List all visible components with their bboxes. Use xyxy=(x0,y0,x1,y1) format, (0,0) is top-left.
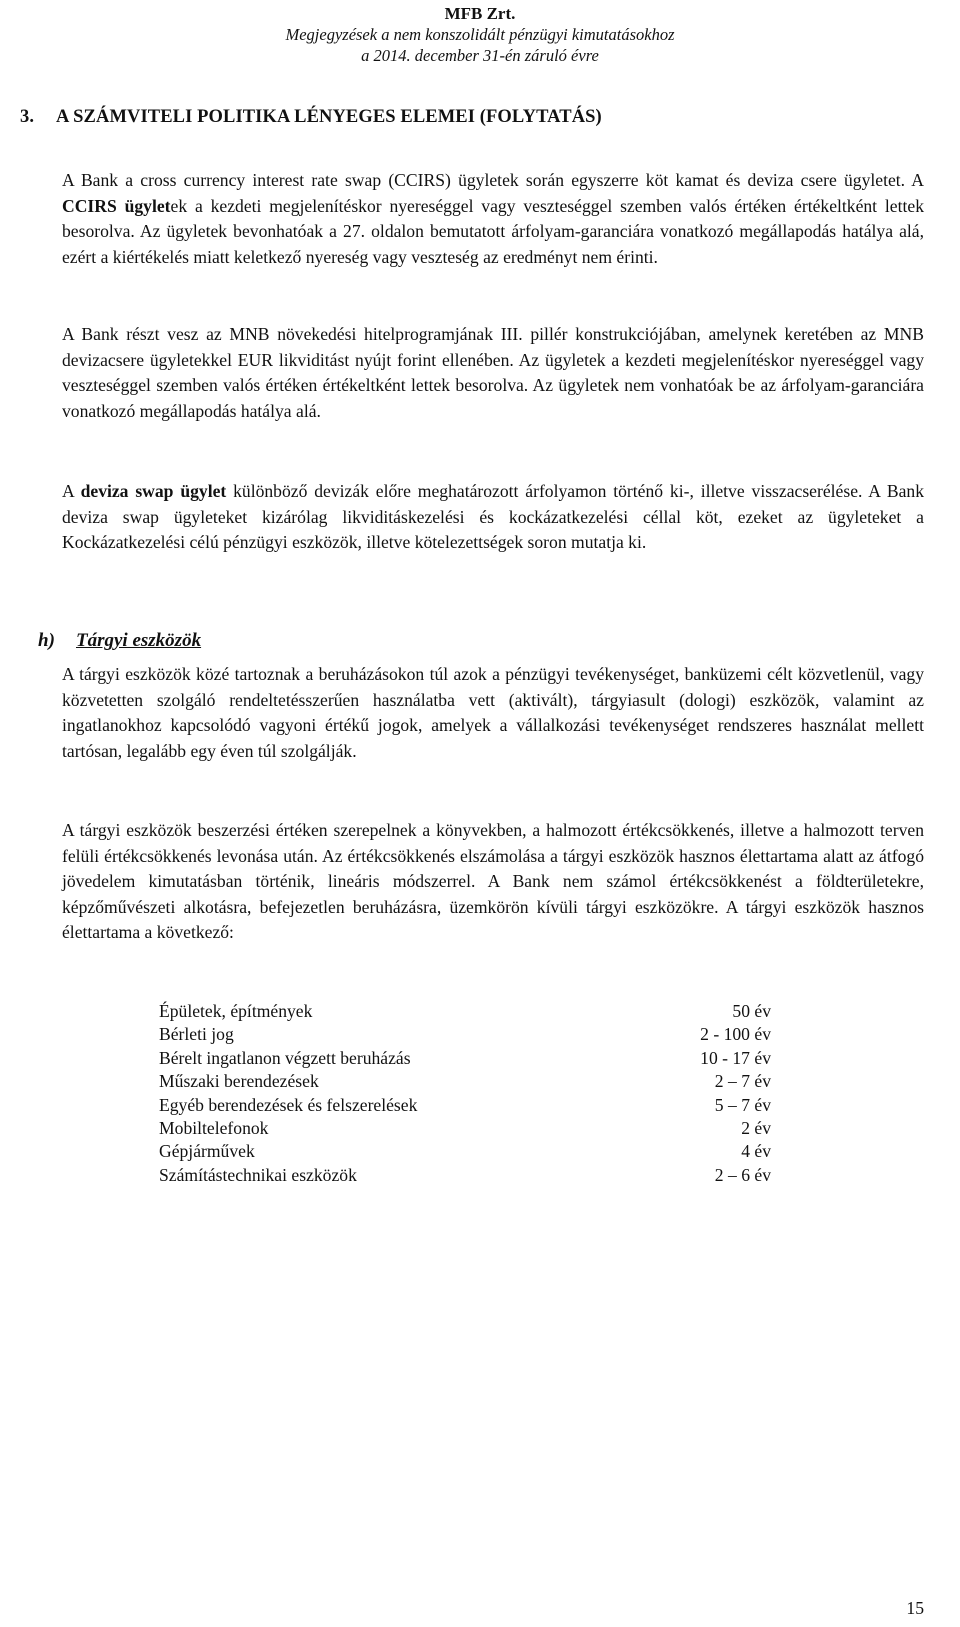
paragraph-ccirs xyxy=(62,168,924,270)
fx-swap-bold-term: deviza swap ügylet xyxy=(80,481,227,501)
paragraph-mnb-program: A Bank részt vesz az MNB növekedési hitelprogramjának III. pillér konstrukciójában, amelynek keretében az MNB devizacsere ügyletekkel EUR likviditást nyújt forint ellenében. Az ügyletek a kezdeti megjelenítéskor nyereséggel vagy veszteséggel szemben valós értéken értékeltként lettek besorolva. Az ügyletek nem vonhatóak be az árfolyam-garanciára vonatkozó megállapodás hatálya alá. xyxy=(62,324,924,421)
subsection-heading xyxy=(38,630,201,652)
useful-life-value: 4 év xyxy=(741,1141,771,1162)
asset-category: Mobiltelefonok xyxy=(159,1118,269,1139)
paragraph-ccirs-part2: ek a kezdeti megjelenítéskor nyereséggel vagy veszteséggel szemben valós értéken értékeltként lettek besorolva. Az ügyletek bevonhatóak a 27. oldalon bemutatott árfolyam-garanciára vonatkozó megállapodás hatálya alá, ezért a kiértékelés miatt keletkező nyereség vagy veszteség az eredményt nem érinti. xyxy=(62,195,924,267)
table-row xyxy=(159,1140,771,1163)
header-subtitle-1: Megjegyzések a nem konszolidált pénzügyi kimutatásokhoz xyxy=(285,25,675,44)
table-row xyxy=(159,1070,771,1093)
section-title-text: A SZÁMVITELI POLITIKA LÉNYEGES ELEMEI (FOLYTATÁS) xyxy=(56,107,602,127)
useful-life-value: 2 év xyxy=(741,1118,771,1139)
asset-category: Gépjárművek xyxy=(159,1141,255,1162)
page-number: 15 xyxy=(906,1598,924,1618)
header-subtitle-2: a 2014. december 31-én záruló évre xyxy=(361,46,599,65)
section-title xyxy=(20,107,602,128)
paragraph-fx-swap-part1: A xyxy=(62,481,81,501)
table-row xyxy=(159,1000,771,1023)
useful-life-value: 10 - 17 év xyxy=(700,1047,771,1068)
page-header xyxy=(0,4,960,66)
table-row xyxy=(159,1164,771,1187)
useful-life-table xyxy=(159,1000,771,1187)
table-row xyxy=(159,1117,771,1140)
table-row xyxy=(159,1023,771,1046)
asset-category: Bérelt ingatlanon végzett beruházás xyxy=(159,1047,411,1068)
useful-life-value: 2 – 6 év xyxy=(714,1164,771,1185)
subsection-letter: h) xyxy=(38,630,55,651)
paragraph-tangible-valuation: A tárgyi eszközök beszerzési értéken szerepelnek a könyvekben, a halmozott értékcsökkenés, illetve a halmozott terven felüli értékcsökkenés levonása után. Az értékcsökkenés elszámolása a tárgyi eszközök hasznos élettartama alatt az átfogó jövedelem kimutatásban történik, lineáris módszerrel. A Bank nem számol értékcsökkenést a földterületekre, képzőművészeti alkotásra, befejezetlen beruházásra, üzemkörön kívüli tárgyi eszközökre. A tárgyi eszközök hasznos élettartama a következő: xyxy=(62,820,924,943)
useful-life-value: 2 - 100 év xyxy=(700,1024,771,1045)
asset-category: Bérleti jog xyxy=(159,1024,234,1045)
useful-life-value: 2 – 7 év xyxy=(714,1071,771,1092)
paragraph-ccirs-part1: A Bank a cross currency interest rate swap (CCIRS) ügyletek során egyszerre köt kamat és deviza csere ügyletet. A xyxy=(62,170,924,190)
asset-category: Műszaki berendezések xyxy=(159,1071,319,1092)
table-row xyxy=(159,1094,771,1117)
company-name: MFB Zrt. xyxy=(444,4,516,23)
subsection-title: Tárgyi eszközök xyxy=(76,630,202,651)
paragraph-fx-swap-part2: különböző devizák előre meghatározott árfolyamon történő ki-, illetve visszacserélése. A Bank deviza swap ügyleteket kizárólag likviditáskezelési és kockázatkezelési céllal köt, ezeket az ügyleteket a Kockázatkezelési célú pénzügyi eszközök, illetve kötelezettségek soron mutatja ki. xyxy=(62,481,925,553)
paragraph-tangible-definition: A tárgyi eszközök közé tartoznak a beruházásokon túl azok a pénzügyi tevékenységet, banküzemi célt közvetlenül, vagy közvetetten szolgáló rendeltetésszerűen használatba vett (aktivált), tárgyiasult (dologi) eszközök, valamint az ingatlanokhoz kapcsolódó vagyoni értékű jogok, amelyek a vállalkozási tevékenységet rendszeres használat mellett tartósan, legalább egy éven túl szolgálják. xyxy=(62,664,924,761)
paragraph-fx-swap xyxy=(62,479,924,556)
table-row xyxy=(159,1047,771,1070)
useful-life-value: 50 év xyxy=(732,1001,771,1021)
useful-life-value: 5 – 7 év xyxy=(714,1094,771,1115)
asset-category: Számítástechnikai eszközök xyxy=(159,1164,357,1185)
ccirs-bold-term: CCIRS ügylet xyxy=(62,195,171,216)
asset-category: Épületek, építmények xyxy=(159,1001,313,1021)
section-number: 3. xyxy=(20,107,35,127)
asset-category: Egyéb berendezések és felszerelések xyxy=(159,1094,418,1115)
